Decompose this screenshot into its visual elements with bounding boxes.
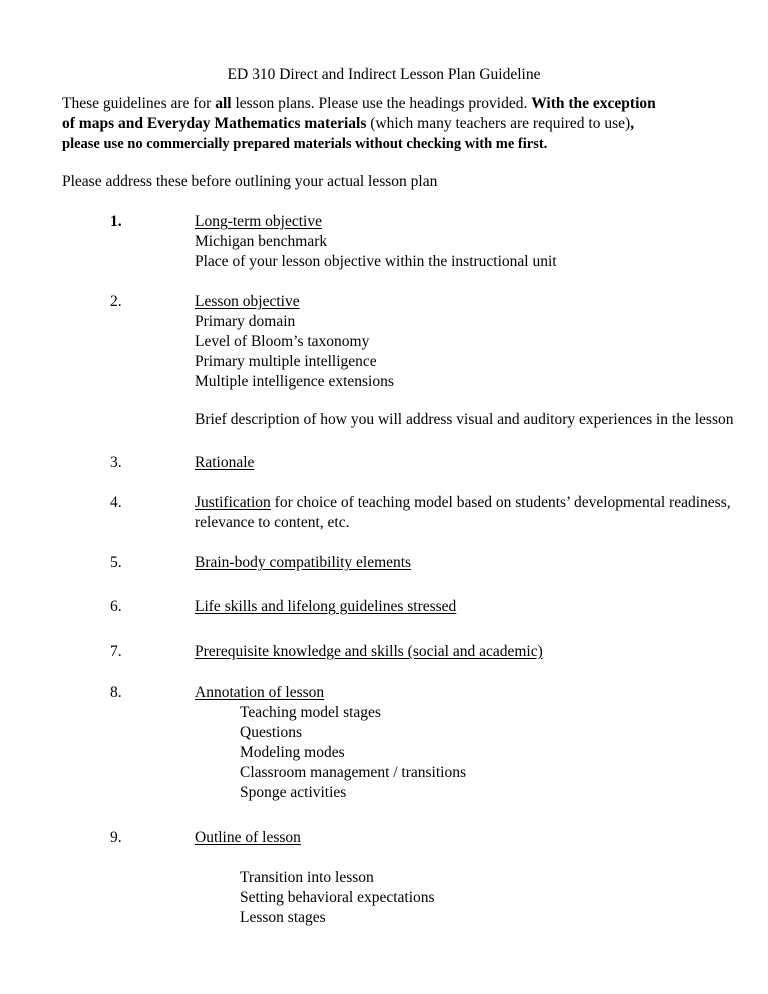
item-line: Sponge activities bbox=[240, 784, 347, 801]
intro-line-2: of maps and Everyday Mathematics materials (which many teachers are required to use), bbox=[62, 115, 635, 132]
item-heading: Long-term objective bbox=[195, 213, 322, 230]
item-line: Primary domain bbox=[195, 313, 296, 330]
item-line: Michigan benchmark bbox=[195, 233, 328, 250]
intro-line-3: please use no commercially prepared materials without checking with me first. bbox=[62, 136, 548, 152]
item-number: 7. bbox=[110, 643, 122, 660]
item-note: Brief description of how you will address visual and auditory experiences in the lesson bbox=[195, 411, 734, 428]
item-heading: Life skills and lifelong guidelines stressed bbox=[195, 598, 457, 615]
item-line: Lesson stages bbox=[240, 909, 326, 926]
item-line: Multiple intelligence extensions bbox=[195, 373, 394, 390]
item-number: 4. bbox=[110, 494, 122, 511]
item-number: 6. bbox=[110, 598, 122, 615]
item-heading: Justification bbox=[195, 494, 271, 511]
item-heading: Annotation of lesson bbox=[195, 684, 325, 701]
item-line: Teaching model stages bbox=[240, 704, 381, 721]
item-heading: Rationale bbox=[195, 454, 255, 471]
item-number: 8. bbox=[110, 684, 122, 701]
item-number: 2. bbox=[110, 293, 122, 310]
item-line: Primary multiple intelligence bbox=[195, 353, 377, 370]
item-heading: Lesson objective bbox=[195, 293, 300, 310]
page-title: ED 310 Direct and Indirect Lesson Plan Guideline bbox=[227, 66, 541, 83]
item-number: 1. bbox=[110, 213, 122, 230]
item-number: 3. bbox=[110, 454, 122, 471]
item-heading: Prerequisite knowledge and skills (social and academic) bbox=[195, 643, 543, 660]
item-line: Classroom management / transitions bbox=[240, 764, 467, 781]
item-line: Questions bbox=[240, 724, 302, 741]
item-heading: Brain-body compatibility elements bbox=[195, 554, 412, 571]
item-line: Transition into lesson bbox=[240, 869, 374, 886]
item-heading-line: Justification for choice of teaching model based on students’ developmental readiness, bbox=[195, 494, 731, 511]
item-line: relevance to content, etc. bbox=[195, 514, 350, 531]
item-number: 5. bbox=[110, 554, 122, 571]
item-number: 9. bbox=[110, 829, 122, 846]
pre-note: Please address these before outlining your actual lesson plan bbox=[62, 173, 438, 190]
intro-line-1: These guidelines are for all lesson plans. Please use the headings provided. With the exception bbox=[62, 95, 656, 112]
item-line: Level of Bloom’s taxonomy bbox=[195, 333, 370, 350]
item-line: Modeling modes bbox=[240, 744, 345, 761]
item-line: Setting behavioral expectations bbox=[240, 889, 435, 906]
item-heading: Outline of lesson bbox=[195, 829, 301, 846]
item-line: Place of your lesson objective within the instructional unit bbox=[195, 253, 557, 270]
